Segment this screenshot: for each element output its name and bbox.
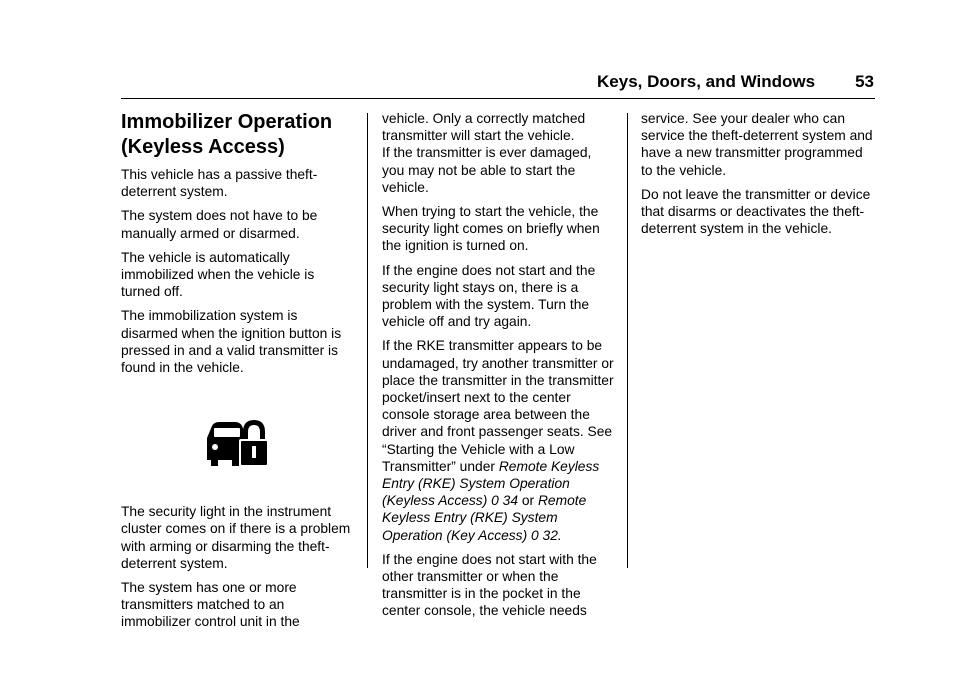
paragraph: This vehicle has a passive theft-deterrent system. [121, 167, 318, 200]
page-reference[interactable]: 0 32. [531, 527, 562, 543]
section-title: Keys, Doors, and Windows [597, 72, 816, 91]
paragraph: When trying to start the vehicle, the security light comes on briefly when the ignition is turned on. [382, 204, 600, 254]
paragraph: The immobilization system is disarmed when the ignition button is pressed in and a valid transmitter is found in the vehicle. [121, 308, 342, 376]
column-2 [382, 110, 614, 627]
paragraph: service. See your dealer who can service the theft-deterrent system and have a new transmitter programmed to the vehicle. [641, 111, 873, 178]
paragraph: The system does not have to be manually armed or disarmed. [121, 208, 318, 241]
cross-reference-link[interactable]: Remote Keyless Entry (RKE) System Operation (Key Access) [382, 493, 587, 543]
page-number: 53 [855, 72, 874, 91]
section-heading: Immobilizer Operation (Keyless Access) [121, 111, 333, 158]
cross-reference-link[interactable]: Remote Keyless Entry (RKE) System Operation (Keyless Access) [382, 458, 600, 509]
security-light-figure [121, 383, 353, 503]
page-header [597, 72, 874, 92]
page-reference[interactable]: 0 34 [491, 493, 518, 509]
paragraph: If the engine does not start with the other transmitter or when the transmitter is in the pocket in the center console, the vehicle needs [382, 551, 597, 619]
security-light-car-lock-icon [205, 416, 269, 470]
column-1 [121, 110, 353, 638]
column-divider [367, 113, 368, 568]
column-3 [641, 110, 873, 244]
paragraph: Do not leave the transmitter or device that disarms or deactivates the theft-deterrent system in the vehicle. [641, 186, 871, 237]
paragraph: If the transmitter is ever damaged, you may not be able to start the vehicle. [382, 145, 592, 195]
paragraph: If the RKE transmitter appears to be undamaged, try another transmitter or place the transmitter in the transmitter pocket/insert next to the center console storage area between the driver and front passenger seats. See “Starting the Vehicle with a Low Transmitter” under Remote Keyless Entry (RKE) System Operation (Keyless Access) 0 34 or Remote Keyless Entry (RKE) System Operation (Key Access) 0 32. [382, 338, 614, 543]
paragraph: The security light in the instrument cluster comes on if there is a problem with arming or disarming the theft-deterrent system. [121, 504, 351, 571]
header-rule [121, 98, 875, 99]
paragraph: If the engine does not start and the security light stays on, there is a problem with the system. Turn the vehicle off and try again. [382, 262, 596, 330]
paragraph: vehicle. Only a correctly matched transmitter will start the vehicle. [382, 111, 586, 144]
paragraph: The vehicle is automatically immobilized when the vehicle is turned off. [121, 249, 315, 300]
column-divider [627, 113, 628, 568]
paragraph: The system has one or more transmitters matched to an immobilizer control unit in the [121, 580, 300, 630]
